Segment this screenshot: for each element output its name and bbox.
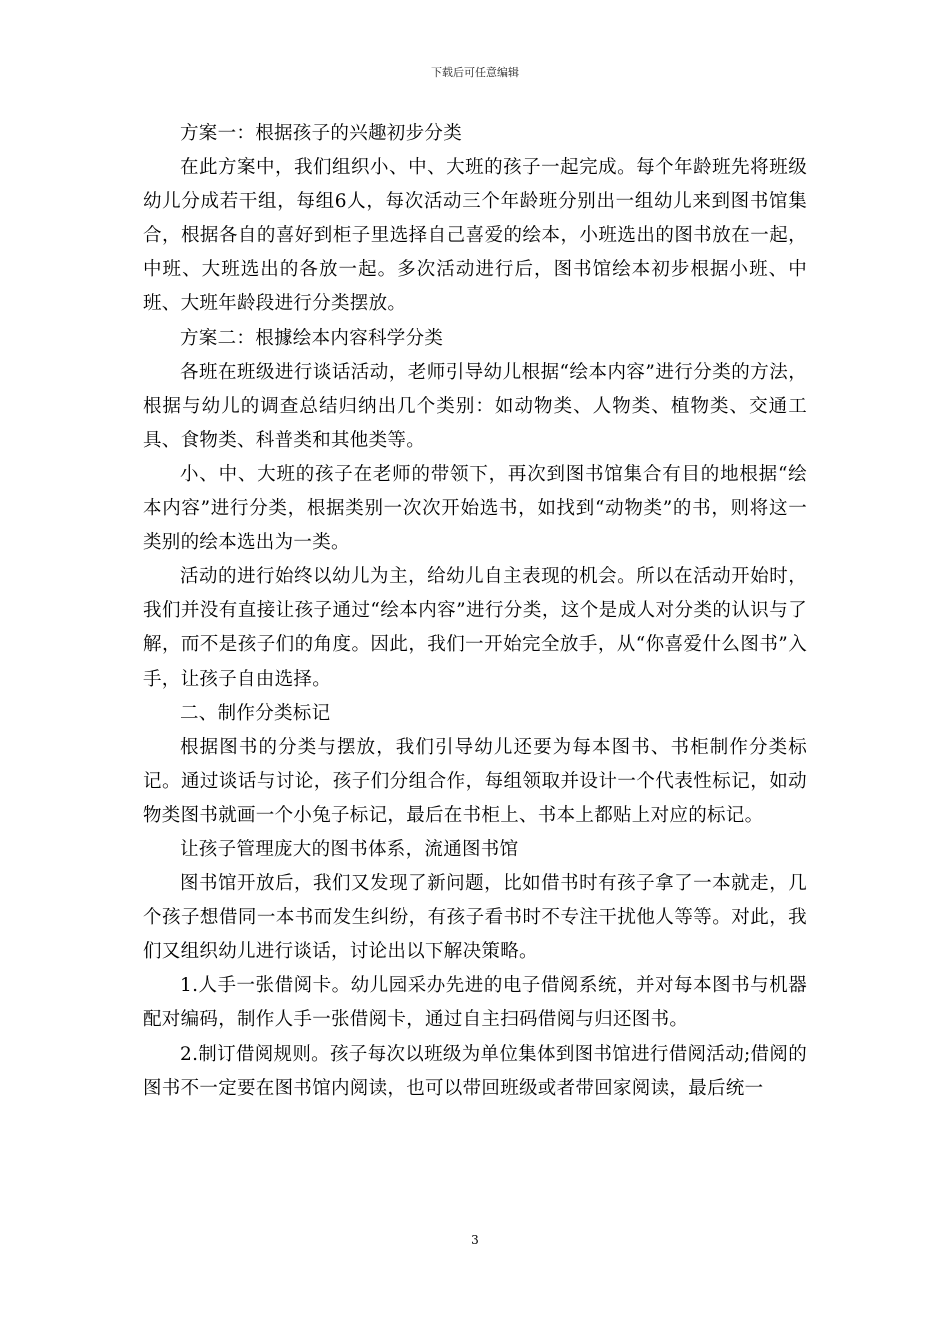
plan-one-paragraph: 在此方案中，我们组织小、中、大班的孩子一起完成。每个年龄班先将班级幼儿分成若干组，每组6人，每次活动三个年龄班分别出一组幼儿来到图书馆集合，根据各自的喜好到柜子里选择自己喜爱的绘本，小班选出的图书放在一起，中班、大班选出的各放一起。多次活动进行后，图书馆绘本初步根据小班、中班、大班年龄段进行分类摆放。 — [143, 157, 807, 315]
problems-paragraph: 图书馆开放后，我们又发现了新问题，比如借书时有孩子拿了一本就走，几个孩子想借同一本书而发生纠纷，有孩子看书时不专注干扰他人等等。对此，我们又组织幼儿进行谈话，讨论出以下解决策略。 — [143, 873, 807, 963]
child-led-paragraph: 活动的进行始终以幼儿为主，给幼儿自主表现的机会。所以在活动开始时，我们并没有直接让孩子通过“绘本内容”进行分类，这个是成人对分类的认识与了解，而不是孩子们的角度。因此，我们一开始完全放手，从“你喜爱什么图书”入手，让孩子自由选择。 — [143, 566, 807, 690]
page-number: 3 — [471, 1233, 479, 1247]
labels-paragraph: 根据图书的分类与摆放，我们引导幼儿还要为每本图书、书柜制作分类标记。通过谈话与讨论，孩子们分组合作，每组领取并设计一个代表性标记，如动物类图书就画一个小兔子标记，最后在书柜上、书本上都贴上对应的标记。 — [143, 736, 807, 826]
section-two-heading: 二、制作分类标记 — [180, 702, 331, 724]
strategy-one-item: 1.人手一张借阅卡。幼儿园采办先进的电子借阅系统，并对每本图书与机器配对编码，制作人手一张借阅卡，通过自主扫码借阅与归还图书。 — [143, 975, 807, 1031]
plan-two-heading: 方案二：根據绘本内容科学分类 — [180, 327, 444, 349]
plan-one-heading: 方案一：根据孩子的兴趣初步分类 — [180, 123, 463, 144]
plan-two-paragraph: 各班在班级进行谈话活动，老师引导幼儿根据“绘本内容”进行分类的方法，根据与幼儿的调查总结归纳出几个类别：如动物类、人物类、植物类、交通工具、食物类、科普类和其他类等。 — [143, 361, 807, 451]
regroup-paragraph: 小、中、大班的孩子在老师的带领下，再次到图书馆集合有目的地根据“绘本内容”进行分类，根据类别一次次开始选书，如找到“动物类”的书，则将这一类别的绘本选出为一类。 — [143, 463, 807, 554]
strategy-two-item: 2.制订借阅规则。孩子每次以班级为单位集体到图书馆进行借阅活动;借阅的图书不一定要在图书馆内阅读，也可以带回班级或者带回家阅读，最后统一 — [143, 1043, 807, 1099]
document-body — [143, 117, 807, 1106]
management-heading: 让孩子管理庞大的图书体系，流通图书馆 — [180, 838, 519, 860]
page-header-note: 下载后可任意编辑 — [431, 66, 519, 79]
